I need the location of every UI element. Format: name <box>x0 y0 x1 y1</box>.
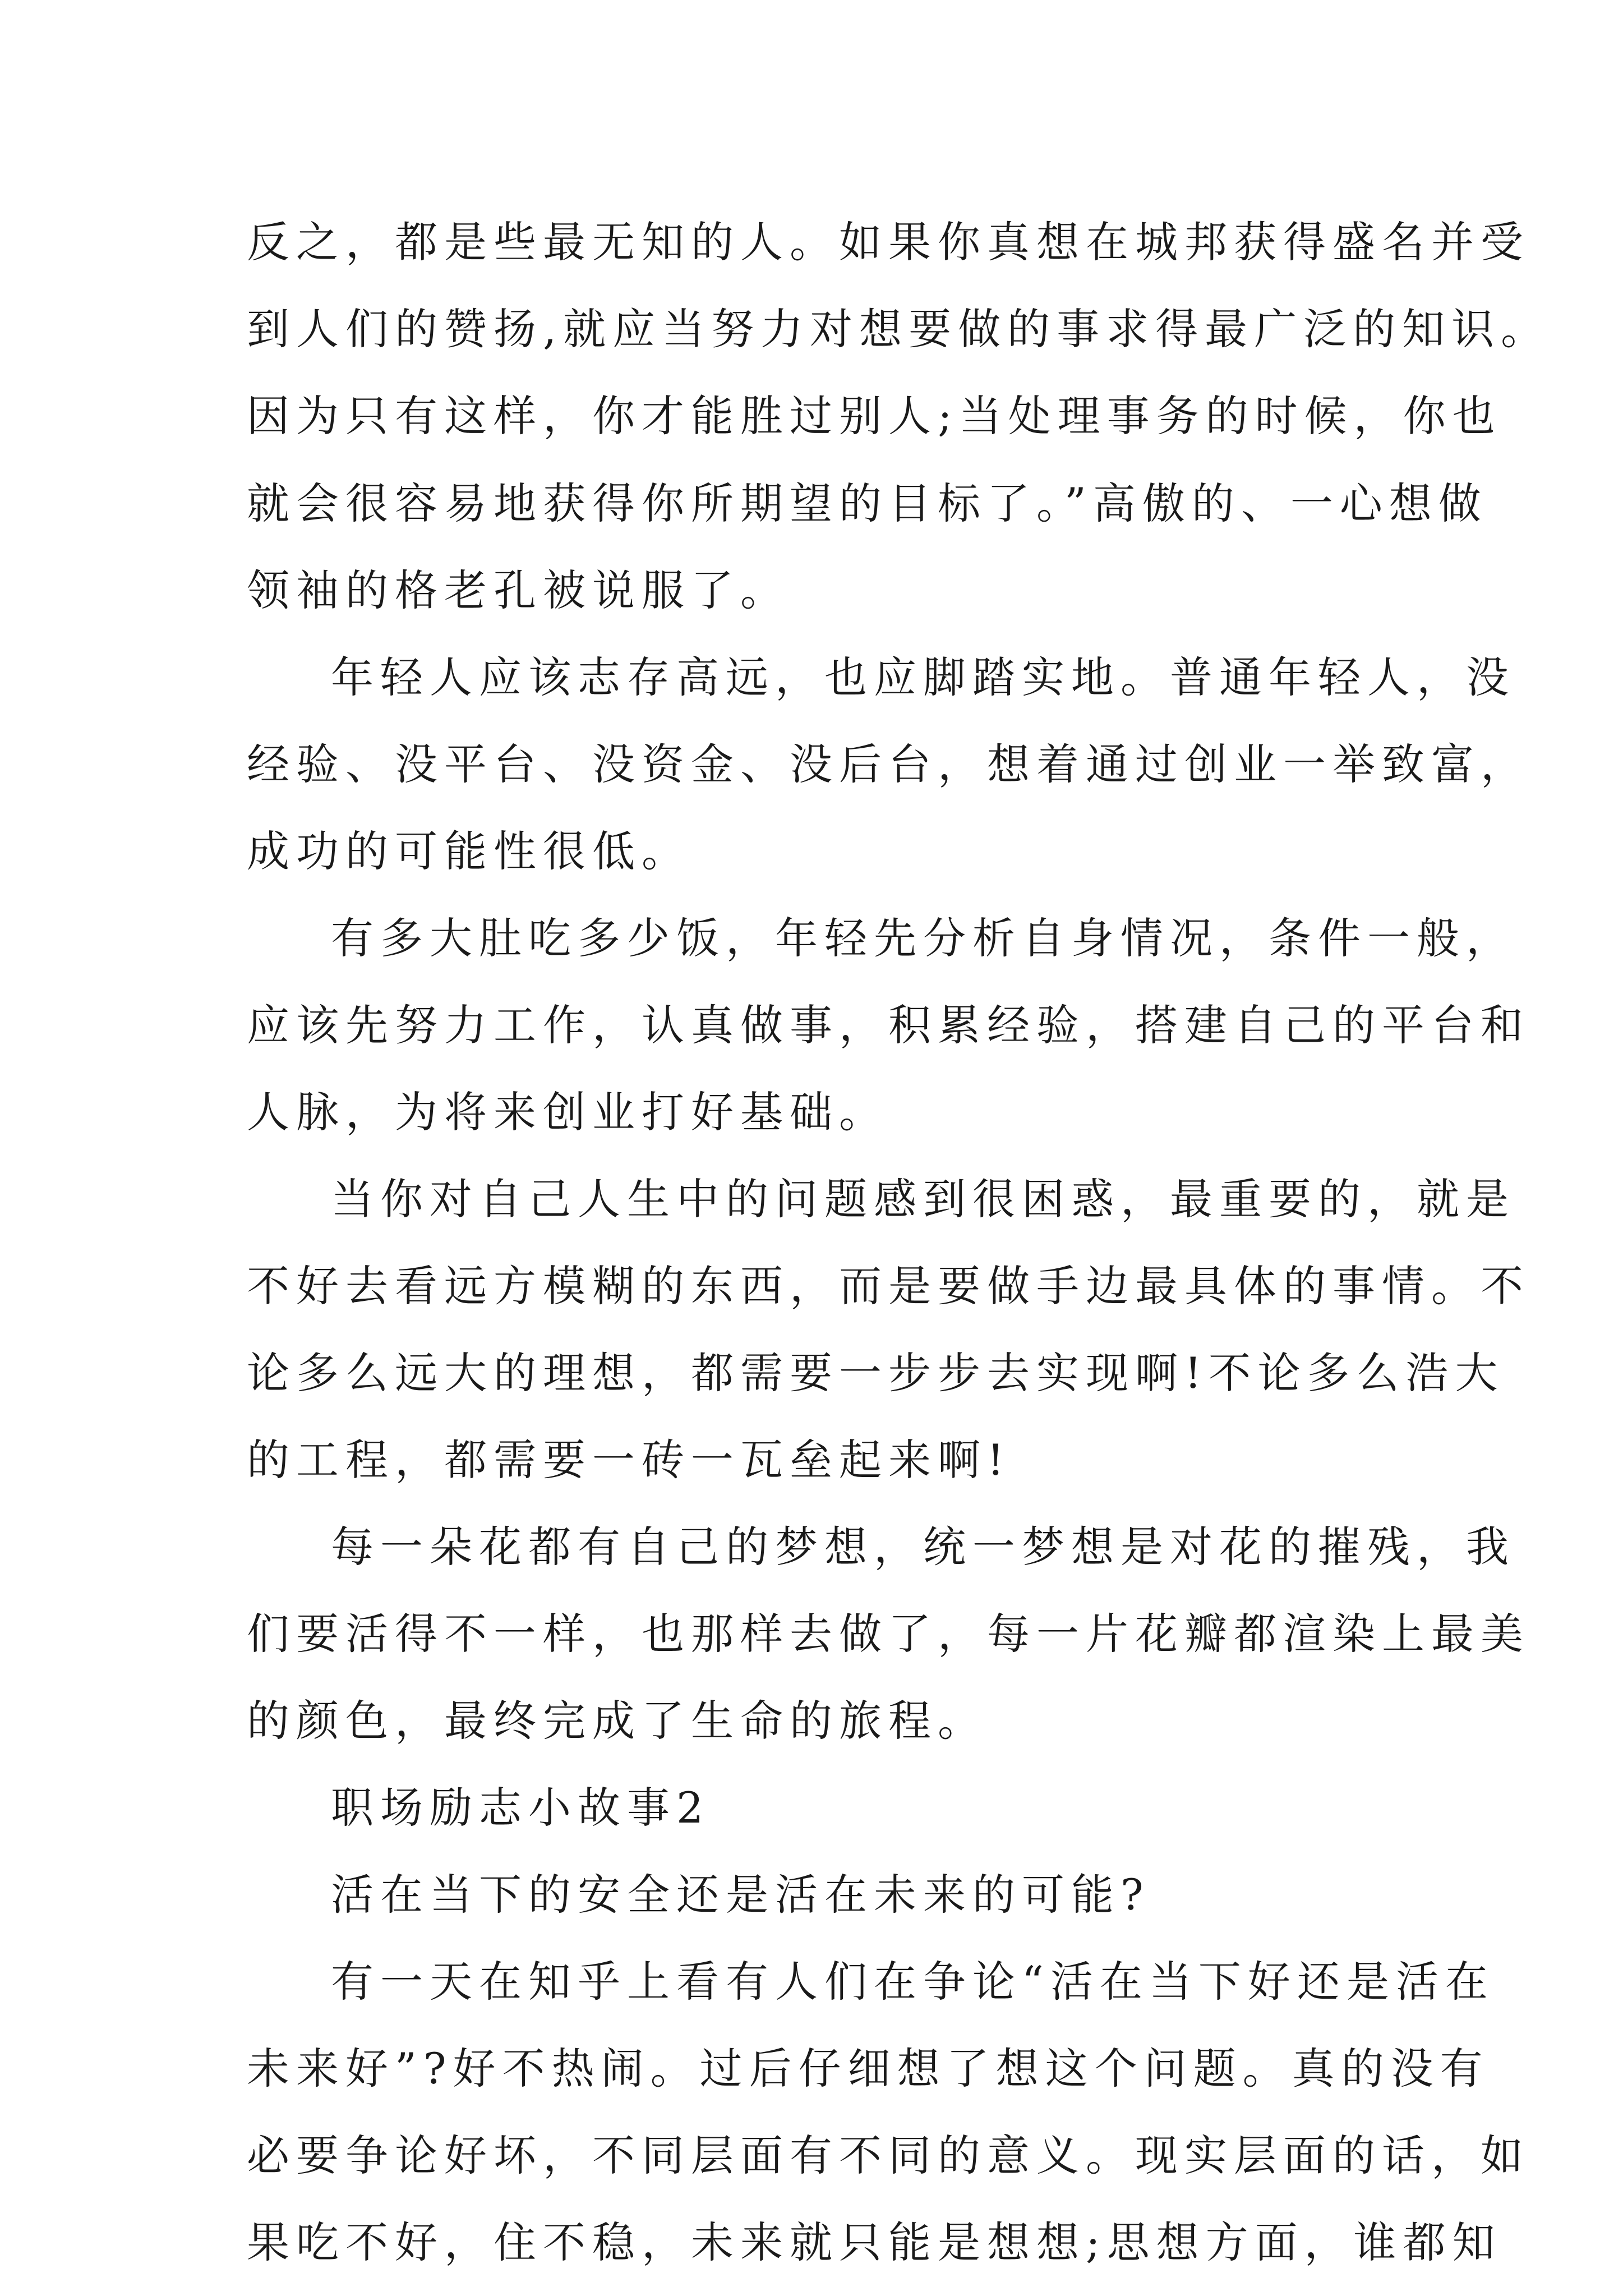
text-line: 有一天在知乎上看有人们在争论“活在当下好还是活在 <box>331 1957 1495 2007</box>
text-line: 果吃不好，住不稳，未来就只能是想想;思想方面，谁都知 <box>247 2217 1502 2267</box>
text-line: 们要活得不一样，也那样去做了，每一片花瓣都渲染上最美 <box>247 1609 1530 1659</box>
section-subtitle: 活在当下的安全还是活在未来的可能? <box>331 1870 1150 1920</box>
text-line: 论多么远大的理想，都需要一步步去实现啊!不论多么浩大 <box>247 1348 1505 1398</box>
text-line: 的颜色，最终完成了生命的旅程。 <box>247 1696 987 1746</box>
text-line: 经验、没平台、没资金、没后台，想着通过创业一举致富， <box>247 739 1530 789</box>
text-line: 年轻人应该志存高远，也应脚踏实地。普通年轻人，没 <box>331 652 1515 702</box>
text-line: 每一朵花都有自己的梦想，统一梦想是对花的摧残，我 <box>331 1522 1515 1572</box>
text-line: 的工程，都需要一砖一瓦垒起来啊! <box>247 1435 1011 1485</box>
text-line: 未来好”?好不热闹。过后仔细想了想这个问题。真的没有 <box>247 2044 1490 2093</box>
text-line: 就会很容易地获得你所期望的目标了。”高傲的、一心想做 <box>247 478 1488 528</box>
text-line: 必要争论好坏，不同层面有不同的意义。现实层面的话，如 <box>247 2131 1530 2180</box>
text-line: 因为只有这样，你才能胜过别人;当处理事务的时候，你也 <box>247 391 1502 441</box>
text-line: 成功的可能性很低。 <box>247 826 691 876</box>
section-heading: 职场励志小故事2 <box>331 1783 711 1833</box>
text-line: 到人们的赞扬,就应当努力对想要做的事求得最广泛的知识。 <box>247 304 1551 354</box>
text-line: 有多大肚吃多少饭，年轻先分析自身情况，条件一般， <box>331 913 1515 963</box>
text-line: 反之，都是些最无知的人。如果你真想在城邦获得盛名并受 <box>247 217 1530 267</box>
text-line: 人脉，为将来创业打好基础。 <box>247 1087 888 1137</box>
text-line: 当你对自己人生中的问题感到很困惑，最重要的，就是 <box>331 1174 1515 1224</box>
text-line: 应该先努力工作，认真做事，积累经验，搭建自己的平台和 <box>247 1000 1530 1050</box>
text-line: 领袖的格老孔被说服了。 <box>247 565 790 615</box>
text-line: 不好去看远方模糊的东西，而是要做手边最具体的事情。不 <box>247 1261 1530 1311</box>
